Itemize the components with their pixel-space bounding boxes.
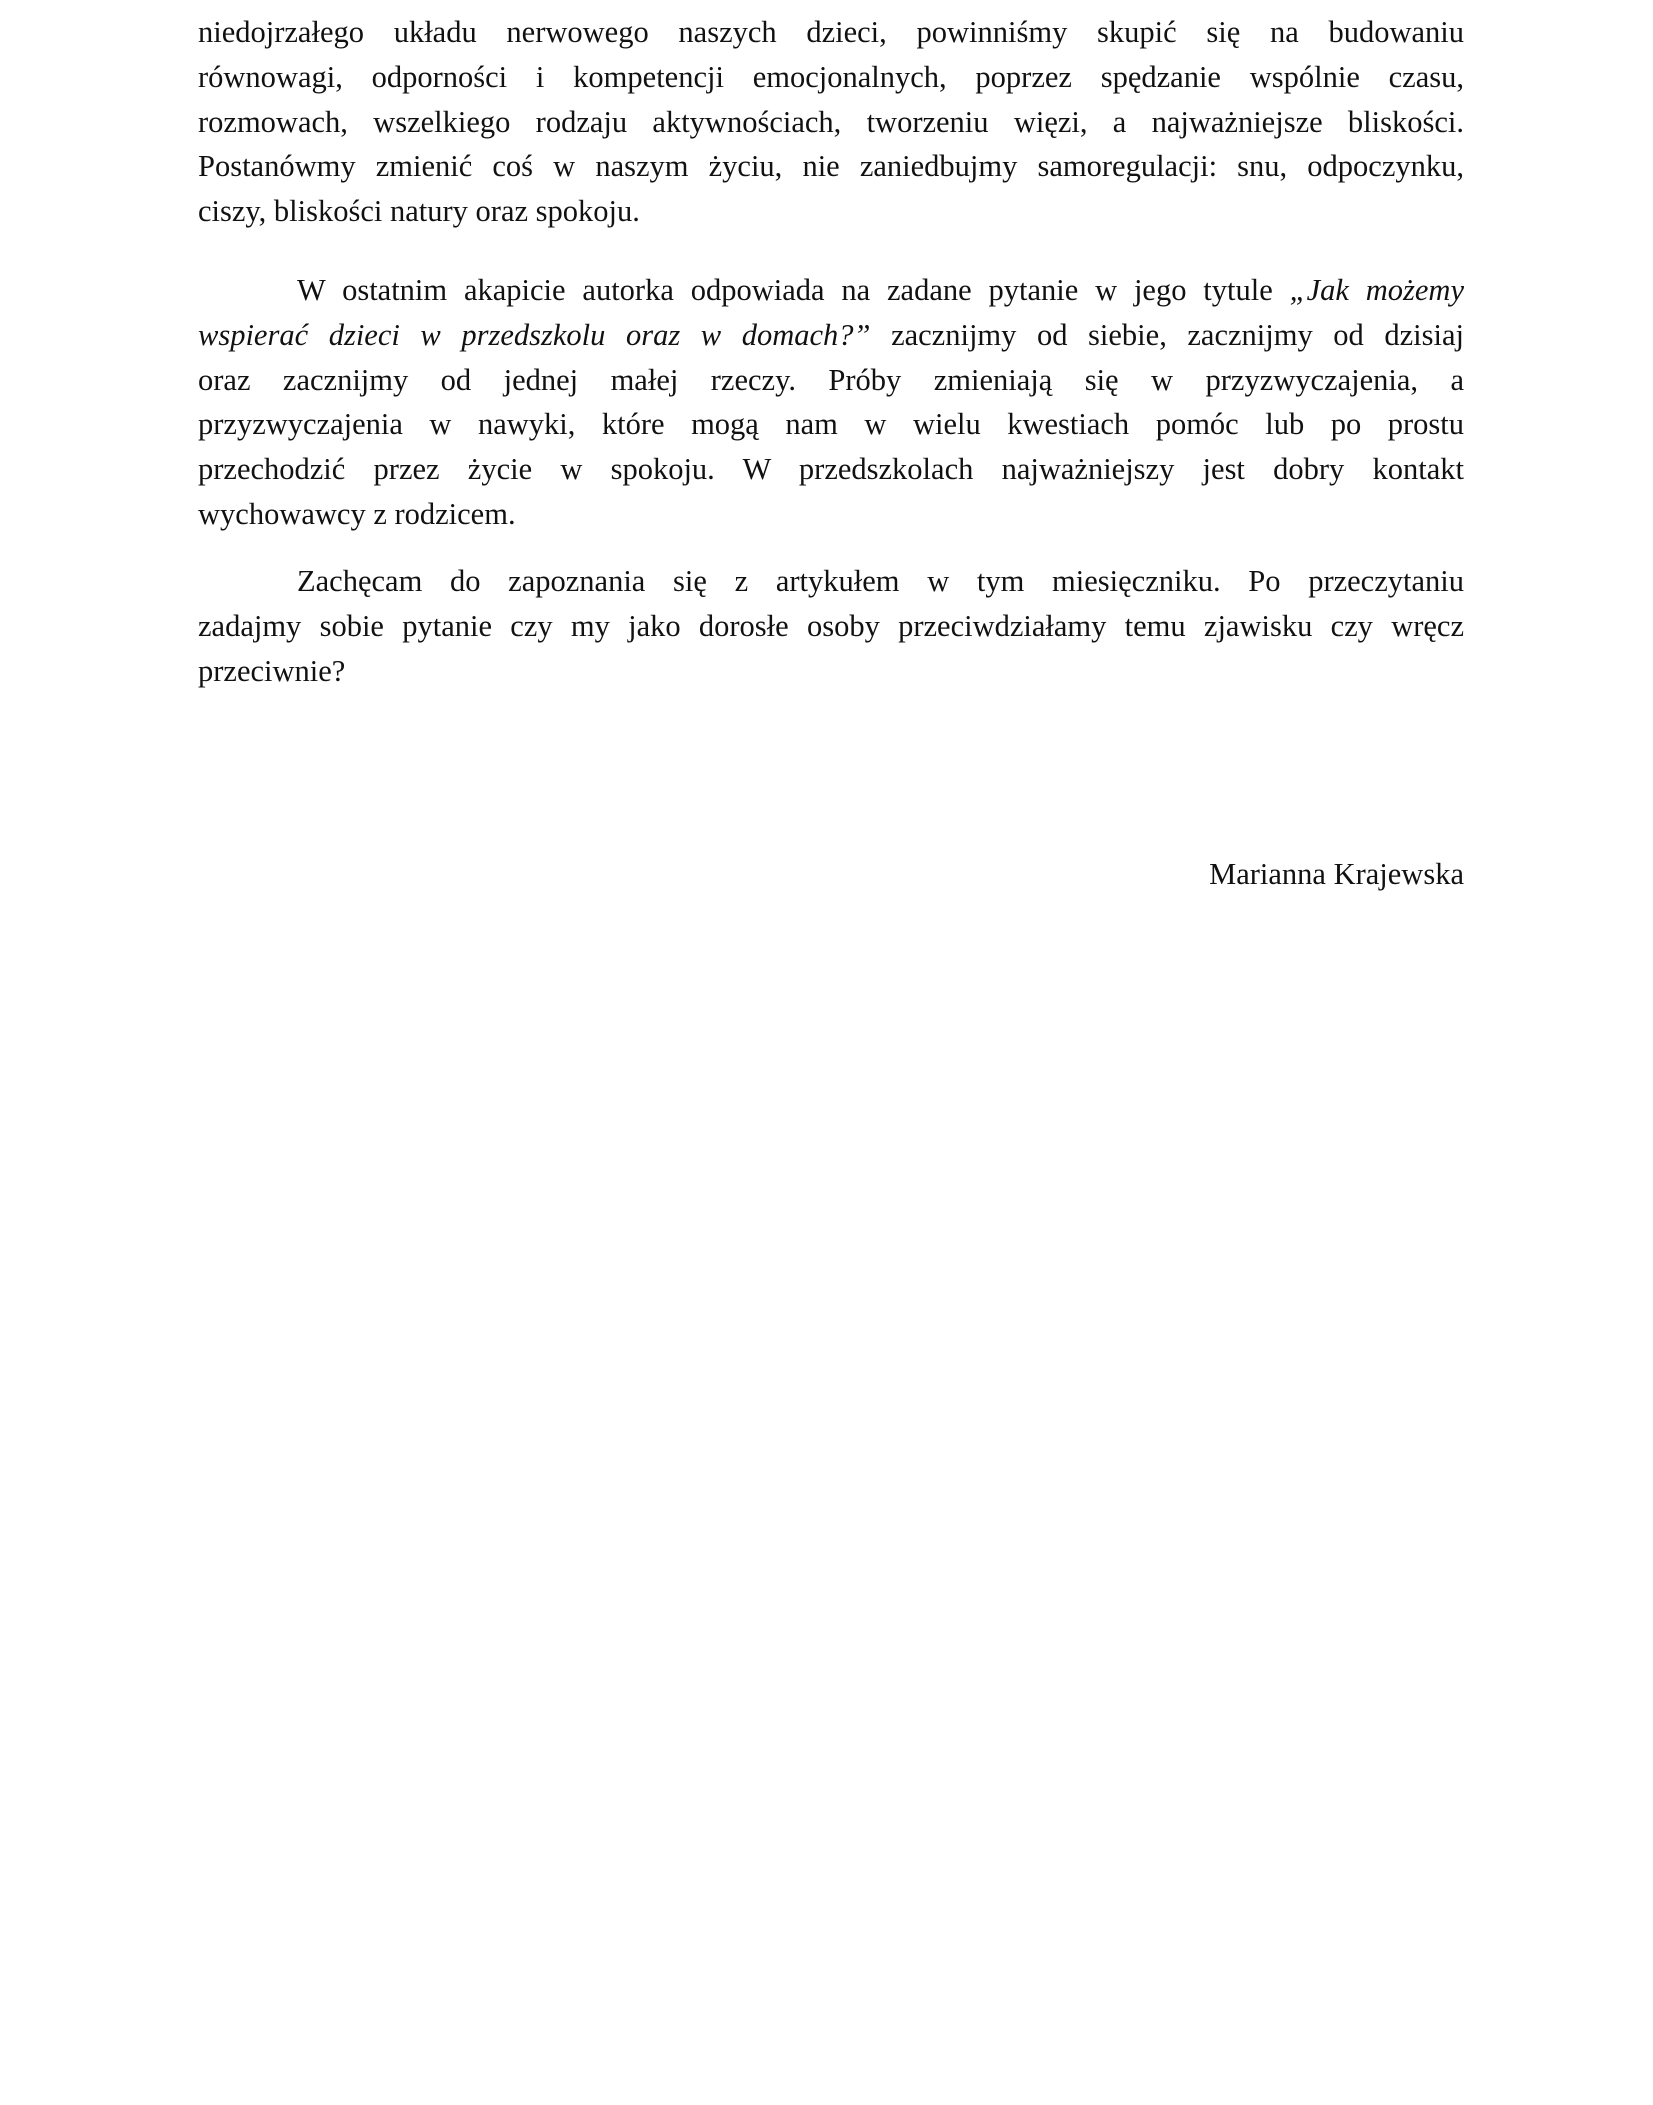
paragraph-line xyxy=(198,100,1464,145)
line-text: przechodzić przez życie w spokoju. W przedszkolach najważniejszy jest dobry kontakt xyxy=(198,452,1464,487)
paragraph-line xyxy=(198,447,1464,492)
paragraph-line xyxy=(198,144,1464,189)
line-text: W ostatnim akapicie autorka odpowiada na zadane pytanie w jego tytule xyxy=(297,273,1290,307)
line-text: oraz zacznijmy od jednej małej rzeczy. Próby zmieniają się w przyzwyczajenia, a xyxy=(198,362,1464,397)
paragraph-line xyxy=(198,604,1464,649)
article-title-quote: „Jak możemy xyxy=(1289,273,1464,307)
paragraph-line xyxy=(198,268,1464,313)
line-text: Postanówmy zmienić coś w naszym życiu, nie zaniedbujmy samoregulacji: snu, odpoczynku, xyxy=(198,149,1464,184)
line-text: zadajmy sobie pytanie czy my jako dorosłe osoby przeciwdziałamy temu zjawisku czy wręcz xyxy=(198,608,1464,643)
paragraph-2 xyxy=(198,268,1464,537)
paragraph-line xyxy=(198,55,1464,100)
paragraph-line xyxy=(198,402,1464,447)
paragraph-line xyxy=(198,189,1464,234)
paragraph-line xyxy=(198,492,1464,537)
line-text: równowagi, odporności i kompetencji emocjonalnych, poprzez spędzanie wspólnie czasu, xyxy=(198,59,1464,94)
article-title-quote: wspierać dzieci w przedszkolu oraz w domach?” xyxy=(198,317,871,352)
paragraph-line xyxy=(198,649,1464,694)
line-text: zacznijmy od siebie, zacznijmy od dzisiaj xyxy=(870,317,1464,352)
paragraph-line xyxy=(198,10,1464,55)
paragraph-1 xyxy=(198,10,1464,234)
line-text: rozmowach, wszelkiego rodzaju aktywnościach, tworzeniu więzi, a najważniejsze bliskości. xyxy=(198,104,1464,139)
line-text: przeciwnie? xyxy=(198,653,346,688)
paragraph-line xyxy=(198,559,1464,604)
line-text: wychowawcy z rodzicem. xyxy=(198,496,516,531)
line-text: ciszy, bliskości natury oraz spokoju. xyxy=(198,194,640,229)
paragraph-3 xyxy=(198,559,1464,693)
line-text: przyzwyczajenia w nawyki, które mogą nam w wielu kwestiach pomóc lub po prostu xyxy=(198,407,1464,442)
line-text: niedojrzałego układu nerwowego naszych dzieci, powinniśmy skupić się na budowaniu xyxy=(198,15,1464,49)
paragraph-line xyxy=(198,358,1464,403)
line-text: Zachęcam do zapoznania się z artykułem w tym miesięczniku. Po przeczytaniu xyxy=(297,564,1464,598)
paragraph-line xyxy=(198,313,1464,358)
author-signature: Marianna Krajewska xyxy=(1209,857,1464,891)
